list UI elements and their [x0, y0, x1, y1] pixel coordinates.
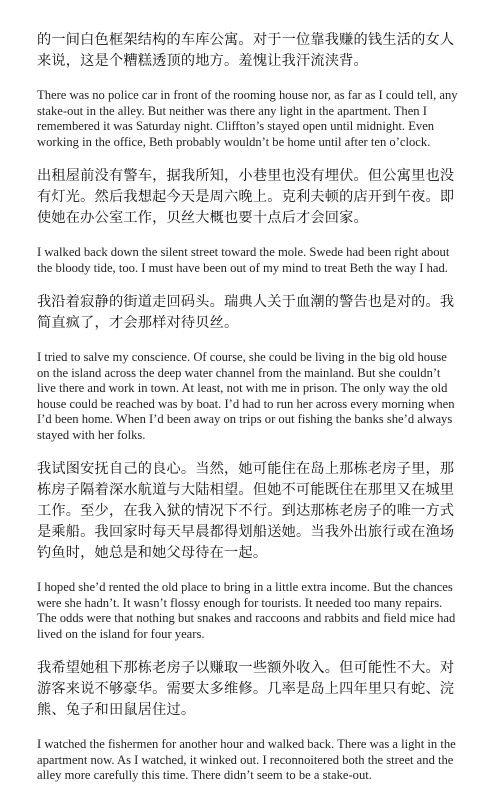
paragraph-en-2: I walked back down the silent street toward the mole. Swede had been right about the bloody tide, too. I must have been out of my mind to treat Beth the way I had. [37, 245, 450, 275]
paragraph-zh-4: 我试图安抚自己的良心。当然，她可能住在岛上那栋老房子里，那栋房子隔着深水航道与大陆相望。但她不可能既住在那里又在城里工作。至少，在我入狱的情况下不行。到达那栋老房子的唯一方式是乘船。我回家时每天早晨都得划船送她。当我外出旅行或在渔场钓鱼时，她总是和她父母待在一起。 [37, 461, 455, 561]
document-page [37, 30, 461, 800]
paragraph-zh-5: 我希望她租下那栋老房子以赚取一些额外收入。但可能性不大。对游客来说不够豪华。需要太多维修。几率是岛上四年里只有蛇、浣熊、兔子和田鼠居住过。 [37, 660, 455, 718]
paragraph-zh-1: 的一间白色框架结构的车库公寓。对于一位靠我赚的钱生活的女人来说，这是个糟糕透顶的地方。羞愧让我汗流浃背。 [37, 32, 455, 69]
paragraph-zh-2: 出租屋前没有警车，据我所知，小巷里也没有埋伏。但公寓里也没有灯光。然后我想起今天是周六晚上。克利夫顿的店开到午夜。即使她在办公室工作，贝丝大概也要十点后才会回家。 [37, 168, 455, 226]
paragraph-en-5: I watched the fishermen for another hour and walked back. There was a light in the apartment now. As I watched, it winked out. I reconnoitered both the street and the alley more carefully this time. There didn’t seem to be a stake-out. [37, 737, 456, 782]
paragraph-en-1: There was no police car in front of the rooming house nor, as far as I could tell, any stake-out in the alley. But neither was there any light in the apartment. Then I remembered it was Saturday night. Cliffton’s stayed open until midnight. Even working in the office, Beth probably wouldn’t be home until after ten o’clock. [37, 88, 458, 149]
paragraph-en-3: I tried to salve my conscience. Of course, she could be living in the big old house on the island across the deep water channel from the mainland. But she couldn’t live there and work in town. At least, not with me in prison. The only way the old house could be reached was by boat. I’d had to run her across every morning when I’d been home. When I’d been away on trips or out fishing the banks she’d always stayed with her folks. [37, 350, 455, 442]
paragraph-en-4: I hoped she’d rented the old place to bring in a little extra income. But the chances were she hadn’t. It wasn’t flossy enough for tourists. It needed too many repairs. The odds were that nothing but snakes and raccoons and rabbits and field mice had lived on the island for four years. [37, 580, 456, 641]
paragraph-zh-3: 我沿着寂静的街道走回码头。瑞典人关于血潮的警告也是对的。我简直疯了，才会那样对待贝丝。 [37, 294, 455, 331]
